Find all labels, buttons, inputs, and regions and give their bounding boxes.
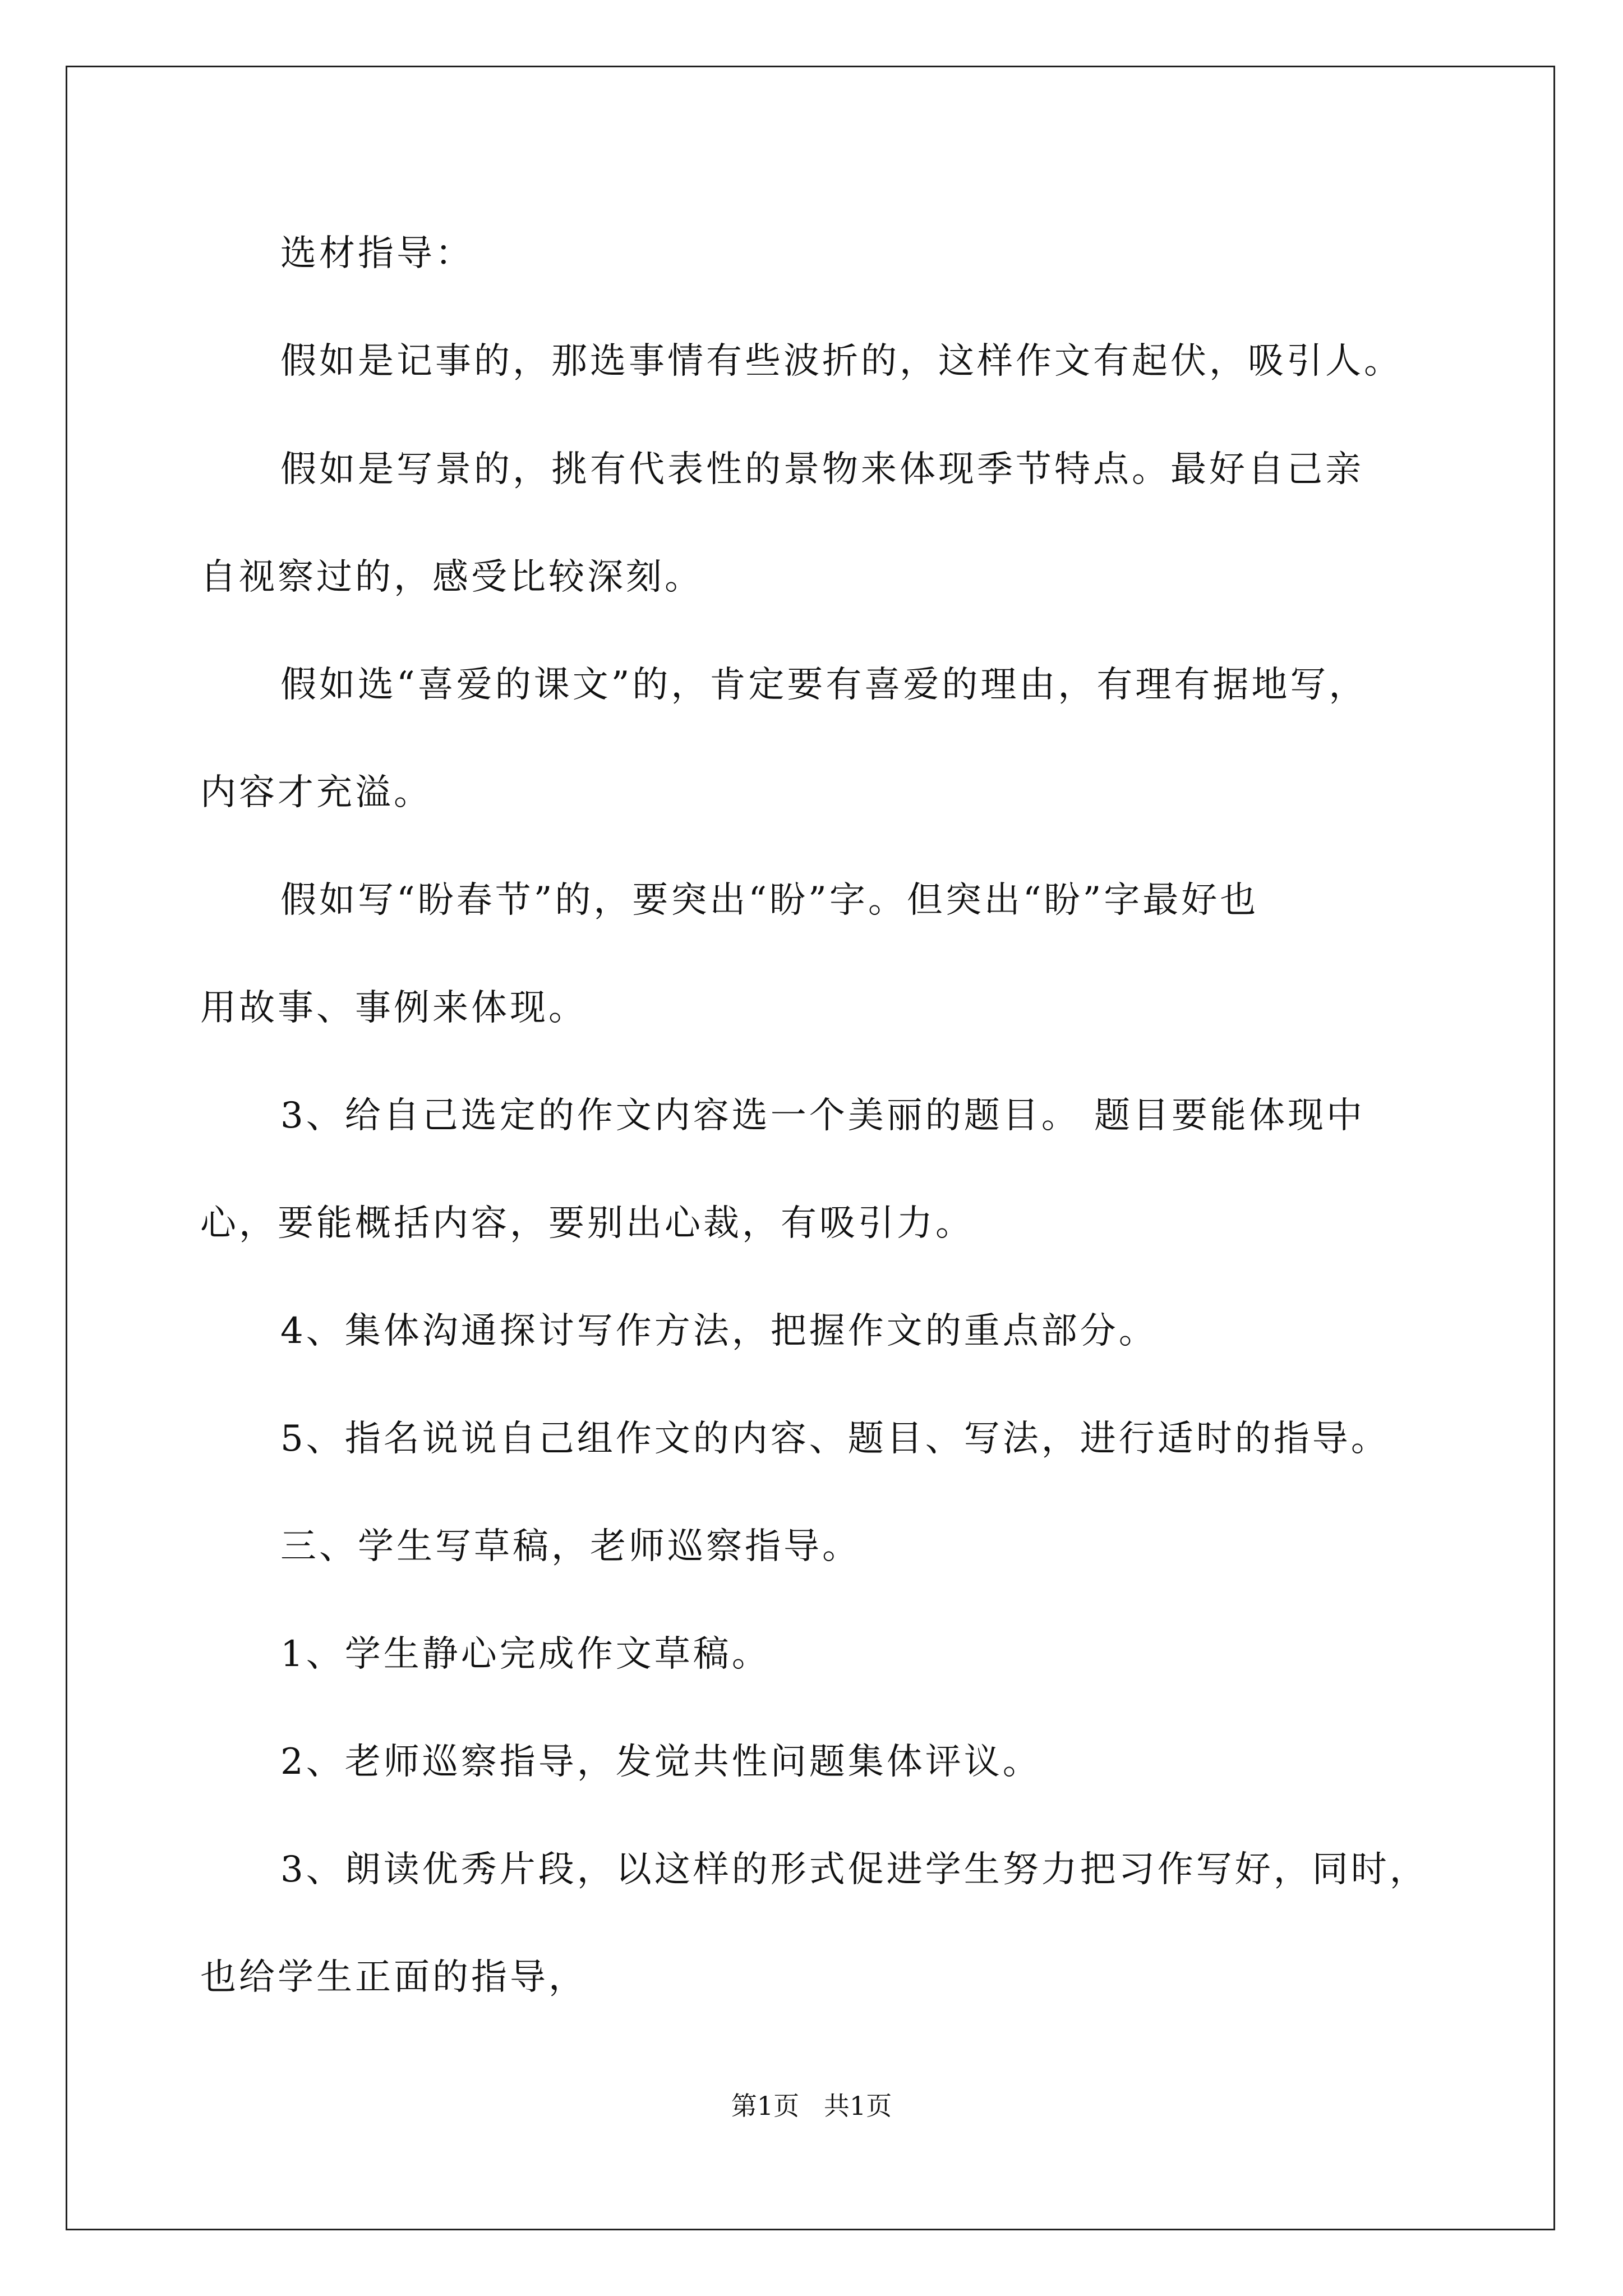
paragraph-line: 假如写“盼春节”的，要突出“盼”字。但突出“盼”字最好也 [280,880,1259,921]
paragraph-line: 假如是记事的，那选事情有些波折的，这样作文有起伏，吸引人。 [280,341,1403,382]
paragraph-line: 2、老师巡察指导，发觉共性问题集体评议。 [280,1741,1041,1783]
paragraph-line: 用故事、事例来体现。 [200,987,587,1029]
paragraph-line: 3、朗读优秀片段，以这样的形式促进学生努力把习作写好，同时， [280,1849,1428,1890]
paragraph-line: 自视察过的，感受比较深刻。 [200,556,703,598]
paragraph-line: 三、学生写草稿，老师巡察指导。 [280,1526,861,1567]
paragraph-line: 1、学生静心完成作文草稿。 [280,1634,771,1675]
paragraph-line: 心，要能概括内容，要别出心裁，有吸引力。 [200,1203,974,1244]
paragraph-line: 也给学生正面的指导， [200,1957,587,1998]
paragraph-line: 假如是写景的，挑有代表性的景物来体现季节特点。最好自己亲 [280,449,1364,490]
paragraph-line: 5、指名说说自己组作文的内容、题目、写法，进行适时的指导。 [280,1418,1390,1460]
paragraph-line: 4、集体沟通探讨写作方法，把握作文的重点部分。 [280,1310,1158,1352]
paragraph-line: 3、给自己选定的作文内容选一个美丽的题目。 题目要能体现中 [280,1095,1366,1137]
paragraph-line: 内容才充溢。 [200,772,432,813]
paragraph-line: 假如选“喜爱的课文”的，肯定要有喜爱的理由，有理有据地写， [280,664,1368,706]
page-footer: 第1页 共1页 [731,2091,892,2121]
paragraph-line: 选材指导： [280,233,474,274]
